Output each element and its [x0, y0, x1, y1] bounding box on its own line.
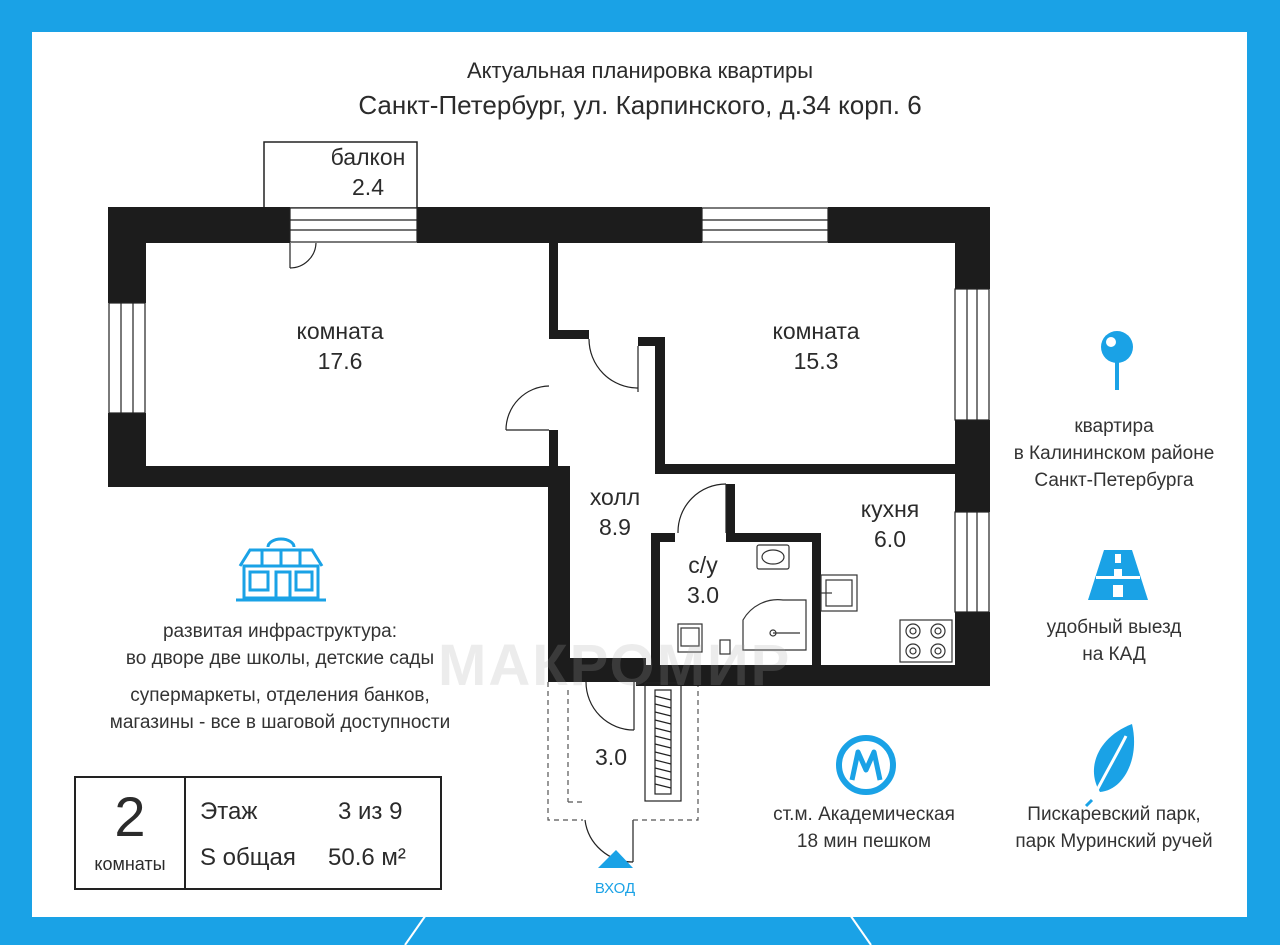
- summary-divider: [184, 778, 186, 888]
- room-name: балкон: [330, 144, 406, 170]
- feature-road-text: удобный выезд на КАД: [1046, 617, 1182, 665]
- room-name: холл: [589, 484, 641, 510]
- entrance-label: ВХОД: [594, 880, 636, 897]
- frame-decor-right: [848, 912, 871, 945]
- rooms-label: комнаты: [94, 854, 166, 874]
- room-label-vestibule: [595, 742, 627, 772]
- location-pin-icon: [1101, 331, 1133, 390]
- room-label-balcony: [331, 142, 406, 202]
- room-name: комната: [296, 318, 384, 344]
- feature-location-text: квартира в Калининском районе Санкт-Петербурга: [1013, 416, 1215, 491]
- room-label-room1: [297, 316, 384, 376]
- watermark: МАКРОМИР: [438, 633, 792, 698]
- room-name: кухня: [860, 496, 920, 522]
- room-label-hall: [590, 482, 640, 542]
- metro-m-letter: [852, 752, 880, 780]
- room-area: 6.0: [874, 526, 906, 552]
- feature-park-text: Пискаревский парк, парк Муринский ручей: [1015, 804, 1213, 852]
- room-label-kitchen: [861, 494, 919, 554]
- floor-value: 3 из 9: [338, 798, 403, 825]
- room-area: 8.9: [599, 514, 631, 540]
- radiator: [645, 683, 681, 801]
- road-icon: [1088, 550, 1148, 600]
- floor-label: Этаж: [200, 798, 258, 825]
- feature-infrastructure-text: развитая инфраструктура: во дворе две школы, детские сады супермаркеты, отделения банков, магазины - все в шаговой доступности: [109, 621, 451, 733]
- room-area: 3.0: [687, 582, 719, 608]
- feature-metro-text: ст.м. Академическая 18 мин пешком: [773, 804, 955, 852]
- frame-decor-left: [405, 912, 428, 945]
- area-value: 50.6 м²: [328, 844, 406, 871]
- room-label-room2: [773, 316, 860, 376]
- room-name: с/у: [688, 552, 718, 578]
- room-name: комната: [772, 318, 860, 344]
- rooms-count: 2: [114, 785, 146, 848]
- store-icon: [236, 539, 326, 600]
- leaf-icon: [1086, 724, 1134, 806]
- room-area: 3.0: [595, 744, 627, 770]
- header-line2: Санкт-Петербург, ул. Карпинского, д.34 корп. 6: [358, 90, 922, 120]
- area-label: S общая: [200, 844, 296, 871]
- summary-box: [74, 776, 442, 890]
- header-line1: Актуальная планировка квартиры: [466, 58, 814, 83]
- room-area: 15.3: [793, 348, 839, 374]
- room-label-bathroom: [687, 550, 719, 610]
- room-area: 2.4: [352, 174, 384, 200]
- room-area: 17.6: [317, 348, 363, 374]
- interior-walls: [549, 243, 957, 668]
